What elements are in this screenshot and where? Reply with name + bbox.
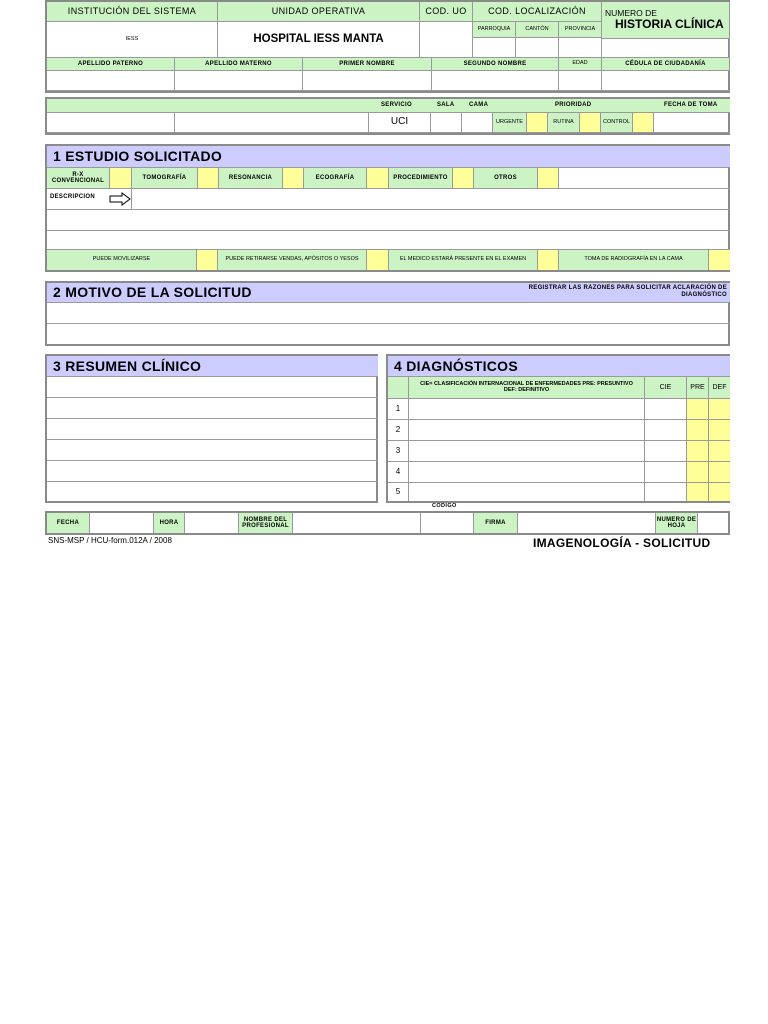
resumen-line-4[interactable] [47,440,378,461]
cama-label: CAMA [469,102,489,108]
descripcion-line-3[interactable] [47,231,730,250]
section-diagnosticos [386,354,730,503]
rx-checkbox[interactable] [110,168,132,189]
motivo-note: REGISTRAR LAS RAZONES PARA SOLICITAR ACLARACIÓN DE DIAGNÓSTICO [528,285,727,298]
diag-row-cie[interactable] [645,399,687,420]
section-2-title: 2 MOTIVO DE LA SOLICITUD [47,283,730,303]
motivo-line-1[interactable] [47,303,730,324]
rutina-label: RUTINA [548,113,580,133]
numero-de-label: NUMERO DE [605,8,657,19]
servicio-label: SERVICIO [381,102,412,108]
section-motivo-solicitud [45,281,730,346]
canton-label: CANTÓN [516,22,559,38]
otros-checkbox[interactable] [538,168,559,189]
edad-label: EDAD [559,58,602,71]
institucion-value[interactable]: IESS [47,22,218,58]
service-blank-1[interactable] [47,113,175,133]
canton-value[interactable] [516,38,559,58]
toma-radiografia-checkbox[interactable] [709,250,730,270]
diag-row-def[interactable] [709,483,730,501]
firma-label: FIRMA [474,513,518,533]
descripcion-row[interactable] [47,189,730,210]
diag-row-number: 5 [388,483,409,501]
nombre-profesional-value[interactable] [293,513,421,533]
ecografia-checkbox[interactable] [367,168,389,189]
control-checkbox[interactable] [633,113,654,133]
form-title: IMAGENOLOGÍA - SOLICITUD [533,536,711,550]
primer-nombre-label: PRIMER NOMBRE [303,58,432,71]
resumen-line-3[interactable] [47,419,378,440]
cie-note: CIE= CLASIFICACIÓN INTERNACIONAL DE ENFERMEDADES PRE: PRESUNTIVO DEF: DEFINITIVO [409,377,645,399]
diag-row-number: 2 [388,420,409,441]
service-block [45,97,730,135]
resumen-line-5[interactable] [47,461,378,482]
resumen-line-1[interactable] [47,377,378,398]
edad-value[interactable] [559,71,602,91]
urgente-label: URGENTE [493,113,527,133]
resonancia-checkbox[interactable] [283,168,304,189]
numero-hoja-value[interactable] [698,513,730,533]
form-code: SNS-MSP / HCU-form.012A / 2008 [48,536,172,545]
unidad-operativa-label: UNIDAD OPERATIVA [218,2,420,22]
diag-row-cie[interactable] [645,462,687,483]
apellido-paterno-value[interactable] [47,71,175,91]
section-1-title: 1 ESTUDIO SOLICITADO [47,146,730,168]
section-resumen-clinico [45,354,378,503]
puede-retirarse-label: PUEDE RETIRARSE VENDAS, APÓSITOS O YESOS [218,250,367,270]
prioridad-label: PRIORIDAD [555,102,592,108]
diag-corner [388,377,409,399]
diag-row-pre[interactable] [687,483,709,501]
hora-value[interactable] [185,513,239,533]
procedimiento-checkbox[interactable] [453,168,474,189]
diag-row-text[interactable] [409,399,645,420]
fecha-label: FECHA [47,513,90,533]
parroquia-label: PARROQUIA [473,22,516,38]
service-blank-2[interactable] [175,113,369,133]
control-label: CONTROL [601,113,633,133]
rx-convencional-label: R-X CONVENCIONAL [47,168,110,189]
fecha-toma-value[interactable] [654,113,730,133]
codigo-label: CODIGO [432,503,457,509]
unidad-operativa-value[interactable]: HOSPITAL IESS MANTA [218,22,420,58]
diag-row-pre[interactable] [687,441,709,462]
cie-header: CIE [645,377,687,399]
descripcion-line-2[interactable] [47,210,730,231]
diag-row-text[interactable] [409,420,645,441]
signature-block [45,511,730,535]
diag-row-def[interactable] [709,399,730,420]
resumen-line-2[interactable] [47,398,378,419]
section-4-title: 4 DIAGNÓSTICOS [388,356,730,377]
firma-value[interactable] [518,513,656,533]
procedimiento-label: PROCEDIMIENTO [389,168,453,189]
apellido-materno-label: APELLIDO MATERNO [175,58,303,71]
cod-localizacion-label: COD. LOCALIZACIÓN [473,2,602,22]
diag-row-pre[interactable] [687,399,709,420]
diag-row-number: 3 [388,441,409,462]
parroquia-value[interactable] [473,38,516,58]
descripcion-divider [131,189,132,210]
tomografia-label: TOMOGRAFÍA [132,168,198,189]
historia-clinica-header [602,2,730,39]
primer-nombre-value[interactable] [303,71,432,91]
diag-row-text[interactable] [409,441,645,462]
resumen-line-6[interactable] [47,482,378,501]
servicio-value[interactable]: UCI [369,113,431,133]
section-3-title: 3 RESUMEN CLÍNICO [47,356,378,377]
numero-hoja-label: NUMERO DE HOJA [656,513,698,533]
otros-value[interactable] [559,168,730,189]
toma-radiografia-label: TOMA DE RADIOGRAFÍA EN LA CAMA [559,250,709,270]
diag-row-cie[interactable] [645,483,687,501]
puede-retirarse-checkbox[interactable] [367,250,389,270]
header-block [45,0,730,93]
historia-clinica-label: HISTORIA CLÍNICA [615,17,724,32]
arrow-right-icon [109,192,131,206]
diag-row-number: 1 [388,399,409,420]
puede-movilizarse-label: PUEDE MOVILIZARSE [47,250,197,270]
fecha-value[interactable] [90,513,154,533]
hora-label: HORA [154,513,185,533]
diag-row-cie[interactable] [645,441,687,462]
medico-presente-checkbox[interactable] [538,250,559,270]
def-header: DEF [709,377,730,399]
diag-row-def[interactable] [709,420,730,441]
tomografia-checkbox[interactable] [198,168,219,189]
section-estudio-solicitado [45,144,730,272]
apellido-paterno-label: APELLIDO PATERNO [47,58,175,71]
cod-uo-value[interactable] [420,22,473,58]
fecha-toma-label: FECHA DE TOMA [664,102,718,108]
resonancia-label: RESONANCIA [219,168,283,189]
sala-label: SALA [437,102,455,108]
nombre-profesional-label: NOMBRE DEL PROFESIONAL [239,513,293,533]
cedula-value[interactable] [602,71,730,91]
cod-uo-label: COD. UO [420,2,473,22]
provincia-label: PROVINCIA [559,22,602,38]
otros-label: OTROS [474,168,538,189]
pre-header: PRE [687,377,709,399]
rutina-checkbox[interactable] [580,113,601,133]
ecografia-label: ECOGRAFÍA [304,168,367,189]
diag-row-def[interactable] [709,462,730,483]
segundo-nombre-label: SEGUNDO NOMBRE [432,58,559,71]
diag-row-def[interactable] [709,441,730,462]
puede-movilizarse-checkbox[interactable] [197,250,218,270]
motivo-line-2[interactable] [47,324,730,344]
historia-clinica-value[interactable] [602,39,730,58]
sala-value[interactable] [431,113,462,133]
urgente-checkbox[interactable] [527,113,548,133]
segundo-nombre-value[interactable] [432,71,559,91]
apellido-materno-value[interactable] [175,71,303,91]
provincia-value[interactable] [559,38,602,58]
diag-row-text[interactable] [409,483,645,501]
diag-row-pre[interactable] [687,420,709,441]
cedula-label: CÉDULA DE CIUDADANÍA [602,58,730,71]
diag-row-pre[interactable] [687,462,709,483]
descripcion-label: DESCRIPCION [50,194,95,200]
institucion-label: INSTITUCIÓN DEL SISTEMA [47,2,218,22]
diag-row-cie[interactable] [645,420,687,441]
medico-presente-label: EL MEDICO ESTARÁ PRESENTE EN EL EXAMEN [389,250,538,270]
diag-row-text[interactable] [409,462,645,483]
codigo-value[interactable] [421,513,474,533]
diag-row-number: 4 [388,462,409,483]
cama-value[interactable] [462,113,493,133]
